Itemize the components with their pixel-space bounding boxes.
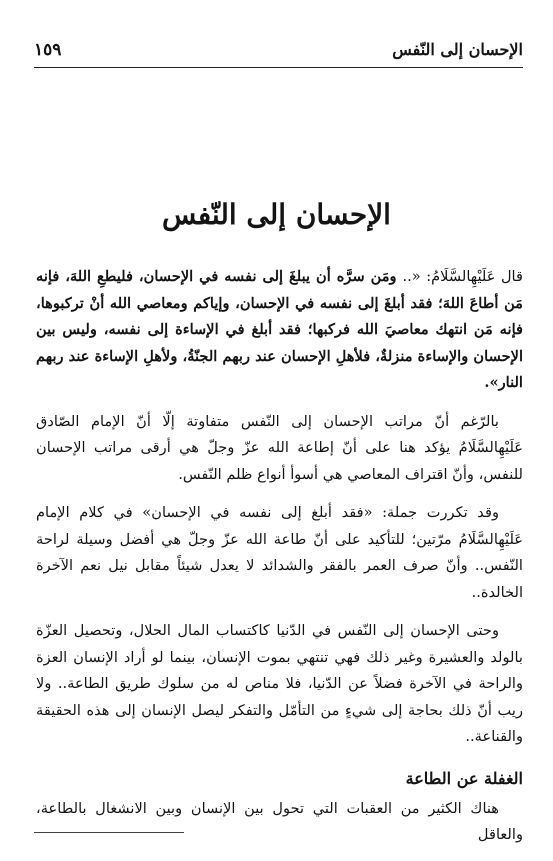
footer-rule [34,832,184,833]
quote-text: ومَن سرَّه أن يبلغَ إلى نفسه في الإحسان، فليطعِ اللهَ، فإنه مَن أطاعَ اللهَ؛ فقد أبلغَ إلى نفسه في الإحسان، وإياكم ومعاصي الله أنْ تركبوها، فإنه مَن انتهك معاصيَ الله فركبها؛ فقد أبلغ في الإساءة إلى نفسه، وليس بين الإحسان والإساءة منزلةٌ، فلأهلِ الإحسان عند ربهم الجنّةُ، ولأهلِ الإساءة عند ربهم النار». [36,268,523,391]
paragraph: وحتى الإحسان إلى النّفس في الدّنيا كاكتساب المال الحلال، وتحصيل العزّة بالولد والعشيرة وغير ذلك فهي تنتهي بموت الإنسان، بينما لو أراد الإنسان العزة والراحة في الآخرة فضلاً عن الدّنيا، فلا مناص له من سلوك طريق الطاعة.. ولا ريب أنّ ذلك بحاجة إلى شيءٍ من التأمّل والتفكر ليصل الإنسان إلى هذه الحقيقة والقناعة.. [36,622,523,745]
chapter-title: الإحسان إلى النّفس [162,198,391,231]
body-text [36,264,523,861]
paragraph: وقد تكررت جملة: «فقد أبلغ إلى نفسه في الإحسان» في كلام الإمام عَلَيْهِالسَّلَامُ مرّتين؛ للتأكيد على أنّ طاعة الله عزّ وجلّ هي أفضل وسيلة لراحة النّفس.. وأنّ صرف العمر بالفقر والشدائد لا يعدل شيئاً مقابل نيل نعم الآخرة الخالدة.. [36,504,523,601]
running-title: الإحسان إلى النّفس [392,40,523,59]
quote-intro: قال عَلَيْهِالسَّلَامُ: «.. [402,268,523,285]
paragraph: بالرّغم أنّ مراتب الإحسان إلى النّفس متفاوتة إلّا أنّ الإمام الصّادق عَلَيْهِالسَّلَامُ يؤكد هنا على أنّ إطاعة الله عزّ وجلّ هي أرقى مراتب الإحسان للنفس، وأنّ اقتراف المعاصي هي أسوأ أنواع ظلم النّفس. [36,412,523,483]
paragraph: هناك الكثير من العقبات التي تحول بين الإنسان وبين الانشغال بالطاعة، والعاقل [36,799,523,843]
section-heading: الغفلة عن الطاعة [405,768,523,788]
page-number: ١٥٩ [34,40,62,60]
header-rule [34,67,523,68]
quote-paragraph [36,264,523,397]
running-header [34,40,523,66]
